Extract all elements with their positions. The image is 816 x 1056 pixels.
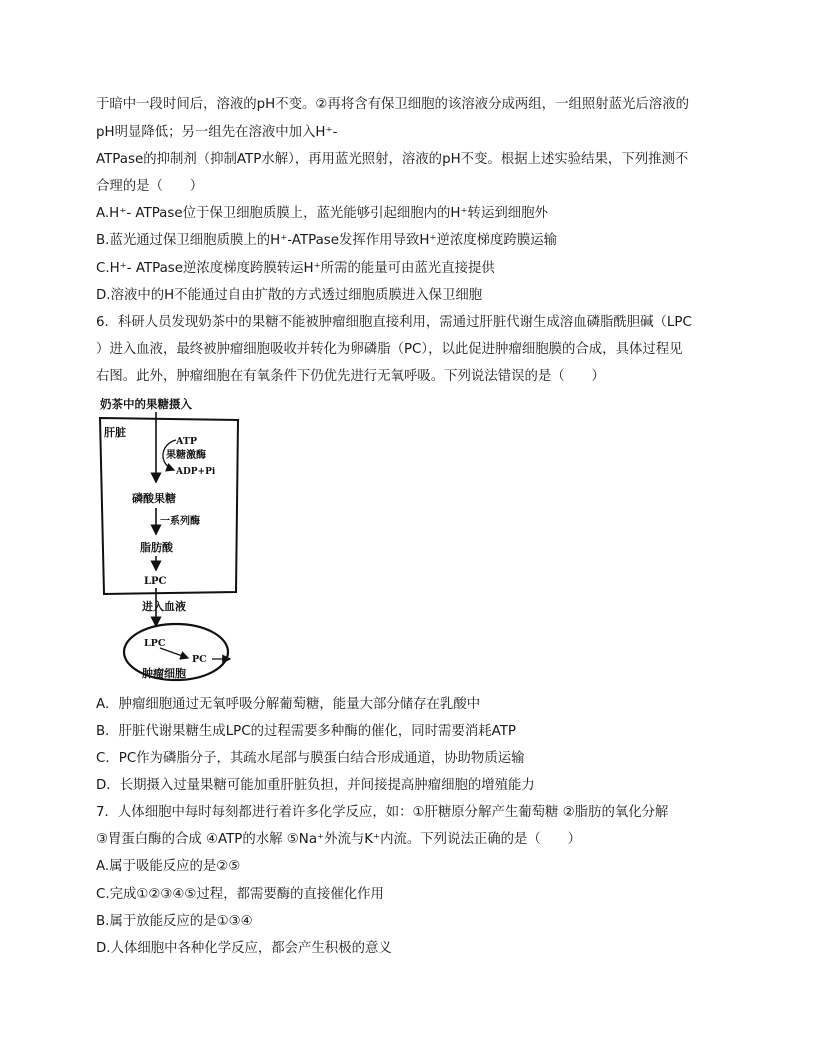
q5-option-c: C.H⁺- ATPase逆浓度梯度跨膜转运H⁺所需的能量可由蓝光直接提供: [96, 261, 495, 276]
q5-stem-line-2: pH明显降低；另一组先在溶液中加入H⁺-: [96, 125, 338, 140]
q7-option-d: D.人体细胞中各种化学反应，都会产生积极的意义: [96, 941, 392, 956]
q7-option-b: B.属于放能反应的是①③④: [96, 914, 253, 929]
q5-option-a: A.H⁺- ATPase位于保卫细胞质膜上，蓝光能够引起细胞内的H⁺转运到细胞外: [96, 206, 548, 221]
enter-blood-label: 进入血液: [142, 600, 186, 613]
tumor-cell-label: 肿瘤细胞: [142, 667, 186, 680]
q7-stem-line-1: 7．人体细胞中每时每刻都进行着许多化学反应，如：①肝糖原分解产生葡萄糖 ②脂肪的氧化分解: [96, 805, 669, 820]
diagram-top-label: 奶茶中的果糖摄入: [100, 397, 192, 411]
lpc-liver-label: LPC: [144, 576, 167, 587]
q6-stem-line-2: ）进入血液，最终被肿瘤细胞吸收并转化为卵磷脂（PC），以此促进肿瘤细胞膜的合成，具体过程见: [96, 342, 683, 357]
q5-option-b: B.蓝光通过保卫细胞质膜上的H⁺-ATPase发挥作用导致H⁺逆浓度梯度跨膜运输: [96, 233, 557, 248]
enzyme-label: 果糖激酶: [166, 450, 206, 461]
arrow-lpc-to-pc: [160, 648, 188, 658]
q5-option-d: D.溶液中的H不能通过自由扩散的方式透过细胞质膜进入保卫细胞: [96, 288, 483, 303]
q6-stem-line-3: 右图。此外，肿瘤细胞在有氧条件下仍优先进行无氧呼吸。下列说法错误的是（ ）: [96, 369, 605, 384]
pc-label: PC: [192, 654, 207, 665]
fatty-acid-label: 脂肪酸: [140, 541, 173, 554]
fructose-metabolism-diagram: [96, 394, 256, 686]
q5-stem-line-4: 合理的是（ ）: [96, 179, 204, 194]
q6-option-b: B．肝脏代谢果糖生成LPC的过程需要多种酶的催化，同时需要消耗ATP: [96, 724, 516, 739]
q6-option-d: D．长期摄入过量果糖可能加重肝脏负担，并间接提高肿瘤细胞的增殖能力: [96, 778, 535, 793]
liver-label: 肝脏: [104, 426, 126, 439]
q7-stem-line-2: ③胃蛋白酶的合成 ④ATP的水解 ⑤Na⁺外流与K⁺内流。下列说法正确的是（ ）: [96, 832, 581, 847]
q6-option-a: A．肿瘤细胞通过无氧呼吸分解葡萄糖，能量大部分储存在乳酸中: [96, 697, 481, 712]
q6-stem-line-1: 6．科研人员发现奶茶中的果糖不能被肿瘤细胞直接利用，需通过肝脏代谢生成溶血磷脂酰胆碱（LPC: [96, 315, 692, 330]
liver-box: [100, 418, 238, 594]
q7-option-c: C.完成①②③④⑤过程，都需要酶的直接催化作用: [96, 887, 384, 902]
q5-stem-line-1: 于暗中一段时间后，溶液的pH不变。②再将含有保卫细胞的该溶液分成两组，一组照射蓝光后溶液的: [96, 97, 689, 112]
atp-label: ATP: [176, 436, 198, 447]
fructose-phosphate-label: 磷酸果糖: [132, 492, 176, 505]
lpc-cell-label: LPC: [144, 638, 166, 649]
series-enzyme-label: 一系列酶: [160, 516, 200, 527]
adp-label: ADP+Pi: [176, 467, 216, 477]
q7-option-a: A.属于吸能反应的是②⑤: [96, 859, 241, 874]
q5-stem-line-3: ATPase的抑制剂（抑制ATP水解），再用蓝光照射，溶液的pH不变。根据上述实验结果，下列推测不: [96, 152, 689, 167]
q6-option-c: C．PC作为磷脂分子，其疏水尾部与膜蛋白结合形成通道，协助物质运输: [96, 751, 525, 766]
